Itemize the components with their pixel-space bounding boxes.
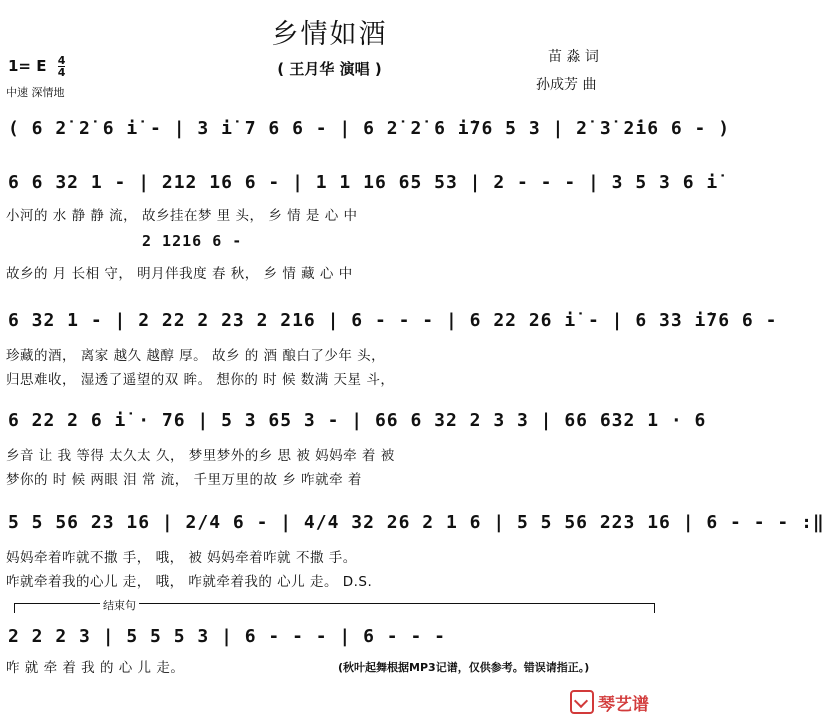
- score-line-2-alt: 2 1216 6 -: [142, 232, 243, 250]
- page-title: 乡情如酒: [271, 19, 388, 50]
- ending-bracket-right: [654, 603, 655, 613]
- lyric-line-2b: 归思难收， 湿透了遥望的双 眸。 想你的 时 候 数满 天星 斗，: [6, 372, 395, 388]
- score-line-5: 5 5 56 23 16 | 2/4 6 - | 4/4 32 26 2 1 6 | 5 5 56 223 16 | 6 - - - :‖: [8, 512, 825, 533]
- lyricist-credit: 苗 淼 词: [548, 49, 599, 65]
- score-line-6: 2 2 2 3 | 5 5 5 3 | 6 - - - | 6 - - -: [8, 626, 446, 647]
- lyric-line-5: 咋 就 牵 着 我 的 心 儿 走。: [6, 660, 185, 676]
- lyric-line-1b: 故乡的 月 长相 守， 明月伴我度 春 秋， 乡 情 藏 心 中: [6, 266, 353, 282]
- footnote: (秋叶起舞根据MP3记谱，仅供参考。错误请指正。): [338, 661, 590, 674]
- lyric-line-1a: 小河的 水 静 静 流， 故乡挂在梦 里 头， 乡 情 是 心 中: [6, 208, 358, 224]
- score-line-1: ( 6 2̇ 2̇ 6 i̇ - | 3 i̇ 7 6 6 - | 6 2̇ 2̇ 6 i̇76 5 3 | 2̇ 3̇ 2̇i6 6 - ): [8, 118, 731, 139]
- lyric-line-2a: 珍藏的酒， 离家 越久 越醇 厚。 故乡 的 酒 酿白了少年 头，: [6, 348, 386, 364]
- time-signature: [58, 55, 66, 78]
- watermark-text: 琴艺谱: [598, 695, 649, 715]
- tempo-marking: 中速 深情地: [6, 86, 65, 99]
- logo-icon: [570, 690, 594, 714]
- site-watermark: [570, 690, 649, 715]
- lyric-line-4b: 咋就牵着我的心儿 走， 哦， 咋就牵着我的 心儿 走。 D.S.: [6, 574, 373, 590]
- ending-bracket-left: [14, 603, 15, 613]
- score-line-3: 6 32 1 - | 2 22 2 23 2 216 | 6 - - - | 6 22 26 i̇ - | 6 33 i̇76 6 -: [8, 310, 778, 331]
- lyric-line-4a: 妈妈牵着咋就不撒 手， 哦， 被 妈妈牵着咋就 不撒 手。: [6, 550, 357, 566]
- key-label: 1= E: [8, 57, 47, 75]
- lyric-line-3a: 乡音 让 我 等得 太久太 久， 梦里梦外的乡 思 被 妈妈牵 着 被: [6, 448, 395, 464]
- page-subtitle: ( 王月华 演唱 ): [277, 60, 382, 78]
- key-signature: [8, 55, 65, 78]
- lyric-line-3b: 梦你的 时 候 两眼 泪 常 流， 千里万里的故 乡 咋就牵 着: [6, 472, 362, 488]
- score-line-4: 6 22 2 6 i̇ · 76 | 5 3 65 3 - | 66 6 32 2 3 3 | 66 632 1 · 6: [8, 410, 707, 431]
- time-top: 4: [57, 54, 66, 67]
- ending-label: 结束句: [100, 597, 139, 613]
- time-bottom: 4: [57, 66, 66, 79]
- score-line-2: 6 6 32 1 - | 212 16 6 - | 1 1 16 65 53 | 2 - - - | 3 5 3 6 i̇: [8, 172, 719, 193]
- composer-credit: 孙成芳 曲: [536, 77, 597, 93]
